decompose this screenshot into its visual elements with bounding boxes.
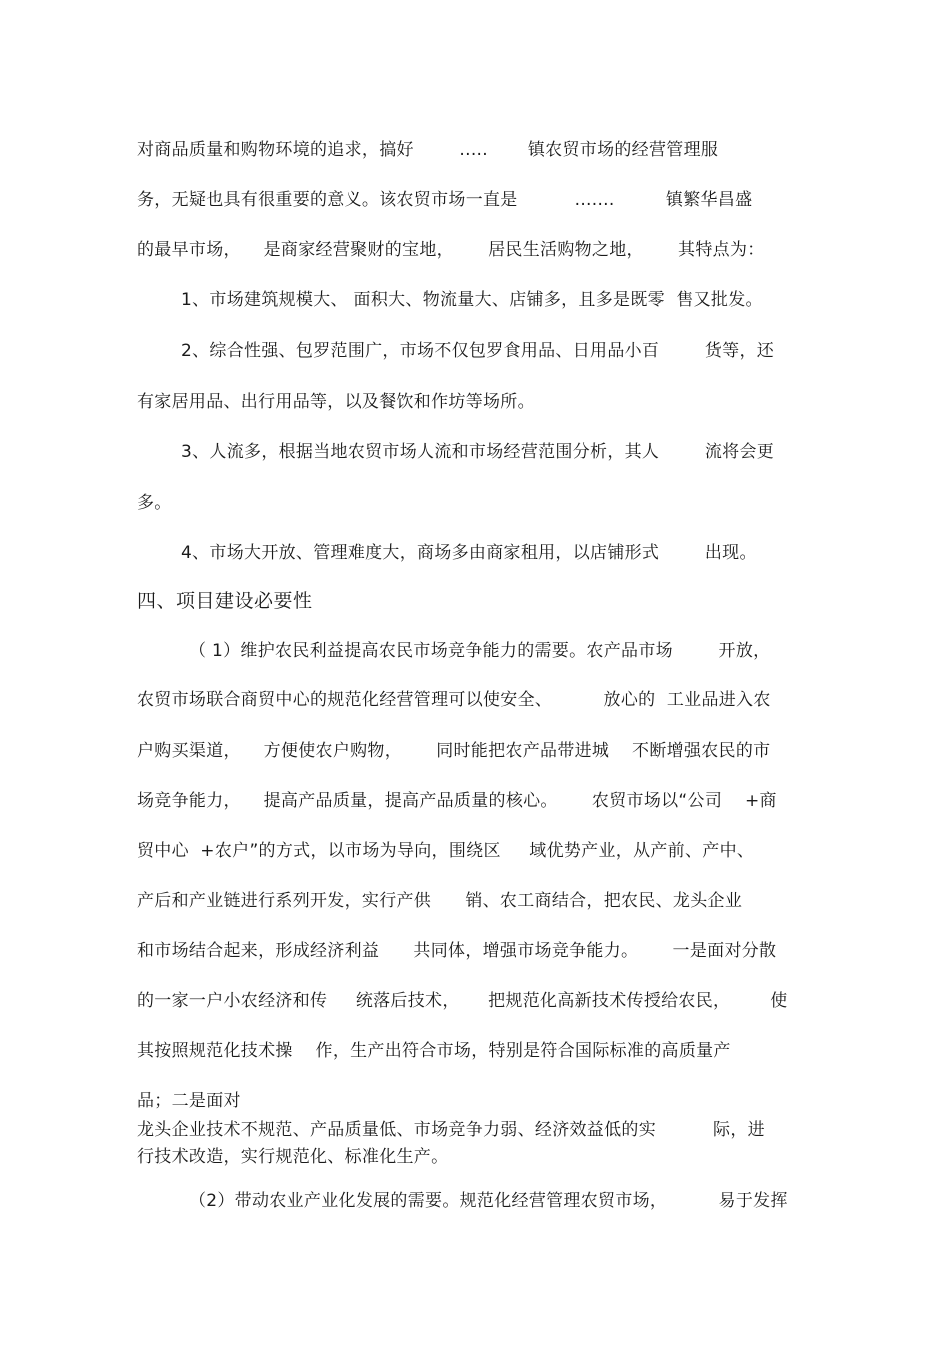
text-line: 务，无疑也具有很重要的意义。该农贸市场一直是 ....... 镇繁华昌盛 — [137, 190, 753, 210]
list-item: 1、市场建筑规模大、 面积大、物流量大、店铺多，且多是既零 售又批发。 — [181, 290, 763, 310]
text-line: （2）带动农业产业化发展的需要。规范化经营管理农贸市场， 易于发挥 — [189, 1191, 788, 1211]
text-line: 场竞争能力， 提高产品质量，提高产品质量的核心。 农贸市场以“公司 +商 — [137, 791, 777, 811]
list-item: 4、市场大开放、管理难度大，商场多由商家租用，以店铺形式 出现。 — [181, 543, 757, 563]
text-line: 龙头企业技术不规范、产品质量低、市场竞争力弱、经济效益低的实 际，进 — [137, 1120, 765, 1140]
text-line: 户购买渠道， 方便使农户购物， 同时能把农产品带进城 不断增强农民的市 — [137, 741, 771, 761]
text-line: 和市场结合起来，形成经济利益 共同体，增强市场竞争能力。 一是面对分散 — [137, 941, 777, 961]
text-line: 农贸市场联合商贸中心的规范化经营管理可以使安全、 放心的 工业品进入农 — [137, 690, 771, 710]
text-line: 的最早市场， 是商家经营聚财的宝地， 居民生活购物之地， 其特点为： — [137, 240, 765, 260]
text-line: 行技术改造，实行规范化、标准化生产。 — [137, 1147, 449, 1167]
text-line: 产后和产业链进行系列开发，实行产供 销、农工商结合，把农民、龙头企业 — [137, 891, 743, 911]
text-line: 品；二是面对 — [137, 1091, 241, 1111]
section-heading: 四、项目建设必要性 — [137, 590, 313, 612]
list-item: 3、人流多，根据当地农贸市场人流和市场经营范围分析，其人 流将会更 — [181, 442, 775, 462]
text-line: 对商品质量和购物环境的追求，搞好 ..... 镇农贸市场的经营管理服 — [137, 140, 719, 160]
text-line: （ 1）维护农民利益提高农民市场竞争能力的需要。农产品市场 开放， — [189, 641, 771, 661]
text-line: 其按照规范化技术操 作，生产出符合市场，特别是符合国际标准的高质量产 — [137, 1041, 731, 1061]
text-line: 有家居用品、出行用品等，以及餐饮和作坊等场所。 — [137, 392, 535, 412]
list-item: 2、综合性强、包罗范围广，市场不仅包罗食用品、日用品小百 货等，还 — [181, 341, 775, 361]
text-line: 的一家一户小农经济和传 统落后技术， 把规范化高新技术传授给农民， 使 — [137, 991, 788, 1011]
text-line: 多。 — [137, 493, 172, 513]
text-line: 贸中心 +农户”的方式，以市场为导向，围绕区 域优势产业，从产前、产中、 — [137, 841, 755, 861]
